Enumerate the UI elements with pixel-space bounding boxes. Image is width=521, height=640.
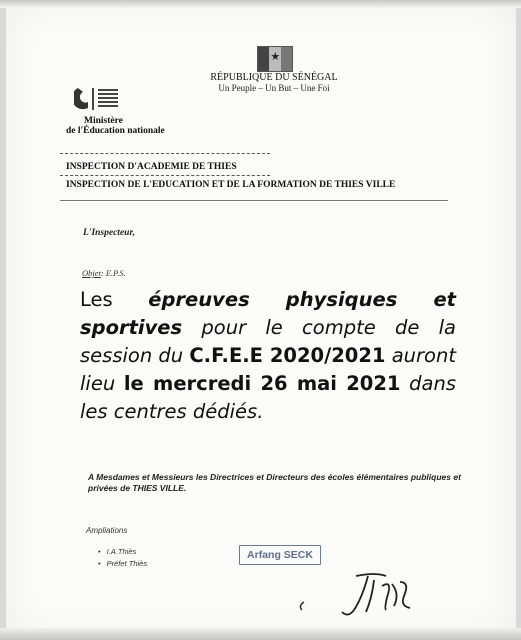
subject-line xyxy=(82,268,126,278)
divider xyxy=(60,175,270,176)
announcement-body xyxy=(80,286,456,426)
document-page xyxy=(6,0,516,640)
body-emphasis-eps: épreuves physiques et sportives xyxy=(80,288,456,339)
ministry-line-1: Ministère xyxy=(84,116,123,126)
body-emphasis-exam: C.F.E.E 2020/2021 xyxy=(189,344,386,367)
body-text: dans les centres dédiés. xyxy=(80,372,456,423)
ampliations-label: Ampliations xyxy=(86,526,128,535)
ministry-logo xyxy=(74,86,134,112)
ministry-line-2: de l'Éducation nationale xyxy=(66,126,165,136)
body-emphasis-date: le mercredi 26 mai 2021 xyxy=(123,372,401,395)
national-motto: Un Peuple – Un But – Une Foi xyxy=(218,83,330,93)
list-item: • I.A.Thiès xyxy=(98,546,147,558)
signature xyxy=(296,566,446,626)
ministry-name xyxy=(66,116,186,136)
scan-edge-top xyxy=(0,0,521,8)
senegal-flag-icon xyxy=(257,46,293,72)
sender: L'Inspecteur, xyxy=(83,228,135,238)
subject-value: : E.P.S. xyxy=(100,268,126,278)
body-text: pour le compte de la session du xyxy=(80,316,456,367)
divider xyxy=(60,153,270,154)
star-icon: ★ xyxy=(270,50,281,63)
list-item: • Préfet Thiès xyxy=(98,558,147,570)
ampliations-list xyxy=(98,546,147,570)
body-text: auront lieu xyxy=(80,344,456,395)
recipients: A Mesdames et Messieurs les Directrices et Directeurs des écoles élémentaires publiques et privées de THIES VILLE. xyxy=(88,472,461,493)
inspection-academie: INSPECTION D'ACADEMIE DE THIES xyxy=(66,162,237,172)
body-text: Les xyxy=(80,288,149,311)
inspection-education: INSPECTION DE L'EDUCATION ET DE LA FORMATION DE THIES VILLE xyxy=(66,180,396,190)
divider xyxy=(60,200,448,201)
subject-label: Objet xyxy=(82,268,101,278)
republic-title: RÉPUBLIQUE DU SÉNÉGAL xyxy=(210,72,338,83)
name-stamp: Arfang SECK xyxy=(239,545,321,565)
scan-edge-bottom xyxy=(0,628,521,640)
